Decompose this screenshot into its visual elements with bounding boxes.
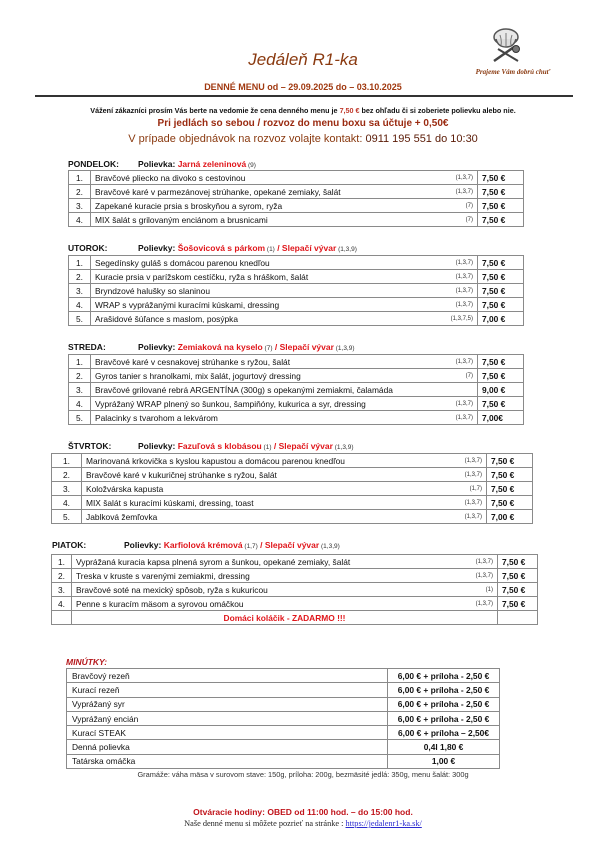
item-name: Marinovaná krkovička s kyslou kapustou a domácou parenou knedľou (82, 454, 447, 468)
item-price: 6,00 € + príloha - 2,50 € (388, 683, 500, 697)
table-row (52, 468, 533, 482)
item-price: 7,50 € (478, 369, 524, 383)
day-name: ŠTVRTOK: (68, 441, 112, 451)
table-row (52, 510, 533, 524)
table-row (69, 383, 524, 397)
table-row (52, 583, 538, 597)
soup-1-allergens: (9) (246, 162, 256, 169)
soup-1-allergens: (7) (262, 345, 273, 352)
item-number: 1. (69, 256, 91, 270)
item-number: 4. (52, 496, 82, 510)
item-price: 7,50 € (487, 496, 533, 510)
table-row (69, 298, 524, 312)
item-allergens: (7) (438, 213, 478, 227)
soup-label: Polievky: (138, 441, 178, 451)
item-price: 0,4l 1,80 € (388, 740, 500, 754)
opening-hours: Otváracie hodiny: OBED od 11:00 hod. – do 15:00 hod. (193, 807, 413, 817)
table-row (69, 171, 524, 185)
item-number: 4. (52, 597, 72, 611)
soup-1-allergens: (1,7) (242, 543, 258, 550)
soup-2-allergens: (1,3,9) (333, 345, 355, 352)
minutky-table (66, 668, 500, 769)
table-row (69, 213, 524, 227)
item-allergens: (1,3,7) (458, 569, 498, 583)
soup-label: Polievky: (138, 243, 178, 253)
item-allergens: (1,3,7) (447, 510, 487, 524)
soup-2: / Slepačí vývar (272, 342, 334, 352)
table-row (67, 697, 500, 711)
item-allergens: (1,3,7) (438, 256, 478, 270)
item-allergens: (1,3,7) (447, 468, 487, 482)
item-name: Bravčové karé v parmezánovej strúhanke, opekané zemiaky, šalát (91, 185, 438, 199)
item-allergens: (1,3,7) (447, 496, 487, 510)
item-price: 7,50 € (478, 355, 524, 369)
item-number: 5. (52, 510, 82, 524)
table-row (69, 199, 524, 213)
website-text: Naše denné menu si môžete pozrieť na stránke : (184, 819, 346, 828)
item-price: 7,50 € (487, 482, 533, 496)
item-allergens: (1,3,7) (458, 555, 498, 569)
item-number: 4. (69, 397, 91, 411)
item-name: Jablková žemľovka (82, 510, 447, 524)
item-number: 3. (69, 284, 91, 298)
item-number: 2. (52, 569, 72, 583)
item-price: 9,00 € (478, 383, 524, 397)
greeting: Prajeme Vám dobrú chuť (475, 68, 551, 76)
table-row (69, 355, 524, 369)
soup-2: / Slepačí vývar (271, 441, 333, 451)
day-header-wednesday (68, 342, 355, 352)
day-header-friday (52, 540, 340, 550)
table-row (52, 454, 533, 468)
item-name: Penne s kuracím mäsom a syrovou omáčkou (72, 597, 458, 611)
item-price: 6,00 € + príloha – 2,50€ (388, 726, 500, 740)
item-allergens: (1) (458, 583, 498, 597)
notice-text-end: bez ohľadu či si zoberiete polievku alebo nie. (359, 106, 516, 115)
soup-1: Šošovicová s párkom (177, 243, 266, 253)
item-name: Kuracie prsia v parížskom cestíčku, ryža s hráškom, šalát (91, 270, 438, 284)
table-row (69, 312, 524, 326)
table-row (69, 284, 524, 298)
soup-1: Karfiolová krémová (163, 540, 243, 550)
item-price: 6,00 € + príloha - 2,50 € (388, 711, 500, 725)
item-allergens: (1,3,7) (438, 270, 478, 284)
day-name: STREDA: (68, 342, 106, 352)
soup-2-allergens: (1,3,9) (332, 444, 354, 451)
table-row (69, 411, 524, 425)
soup-1: Jarná zeleninová (177, 159, 247, 169)
item-number: 5. (69, 411, 91, 425)
item-number: 3. (52, 482, 82, 496)
item-price: 7,50 € (478, 185, 524, 199)
item-number: 2. (69, 369, 91, 383)
item-price (498, 611, 538, 625)
item-price: 7,50 € (478, 199, 524, 213)
item-price: 7,50 € (498, 583, 538, 597)
item-price: 7,00€ (478, 411, 524, 425)
item-price: 7,50 € (478, 397, 524, 411)
item-name: Vyprážaný syr (67, 697, 388, 711)
item-number (52, 611, 72, 625)
table-row (69, 270, 524, 284)
item-name: Denná polievka (67, 740, 388, 754)
menu-table-tuesday (68, 255, 524, 326)
item-name: Bravčové soté na mexický spôsob, ryža s kukuricou (72, 583, 458, 597)
table-row (69, 185, 524, 199)
day-header-thursday (68, 441, 354, 451)
item-price: 6,00 € + príloha - 2,50 € (388, 697, 500, 711)
item-name: WRAP s vyprážanými kuracími kúskami, dressing (91, 298, 438, 312)
item-price: 7,50 € (478, 284, 524, 298)
item-allergens: (1,3,7) (447, 454, 487, 468)
price-notice (0, 106, 606, 115)
table-row (52, 611, 538, 625)
menu-table-friday (51, 554, 538, 625)
item-price: 7,50 € (498, 569, 538, 583)
item-price: 7,00 € (487, 510, 533, 524)
item-number: 2. (69, 270, 91, 284)
takeaway-notice: Pri jedlách so sebou / rozvoz do menu boxu sa účtuje + 0,50€ (157, 118, 449, 129)
item-number: 3. (52, 583, 72, 597)
soup-1: Fazuľová s klobásou (177, 441, 262, 451)
item-name: Bravčový rezeň (67, 669, 388, 683)
table-row (52, 569, 538, 583)
portion-weights: Gramáže: váha mäsa v surovom stave: 150g, príloha: 200g, bezmäsité jedlá: 350g, menu šalát: 300g (137, 770, 469, 779)
item-number: 3. (69, 383, 91, 397)
day-name: PIATOK: (52, 540, 87, 550)
item-allergens: (1,3,7) (448, 397, 478, 411)
day-header-monday (68, 159, 256, 169)
table-row (67, 669, 500, 683)
chef-hat-icon (486, 25, 526, 65)
item-number: 1. (52, 555, 72, 569)
item-name: Bravčové karé v kukuričnej strúhanke s ryžou, šalát (82, 468, 447, 482)
soup-2-allergens: (1,3,9) (336, 246, 357, 253)
item-allergens: (1,3,7) (438, 185, 478, 199)
menu-table-thursday (51, 453, 533, 524)
soup-1-allergens: (1) (261, 444, 272, 451)
table-row (67, 726, 500, 740)
item-name: Palacinky s tvarohom a lekvárom (91, 411, 448, 425)
item-number: 3. (69, 199, 91, 213)
day-header-tuesday (68, 243, 357, 253)
notice-price: 7,50 € (339, 106, 360, 115)
item-number: 1. (69, 171, 91, 185)
soup-2: / Slepačí vývar (274, 243, 337, 253)
item-price: 7,50 € (478, 270, 524, 284)
table-row (67, 711, 500, 725)
item-name: Vyprážaný WRAP plnený so šunkou, šampiňóny, kukurica a syr, dressing (91, 397, 448, 411)
item-name: Zapekané kuracie prsia s broskyňou a syrom, ryža (91, 199, 438, 213)
item-name: Tatárska omáčka (67, 754, 388, 768)
item-name: Gyros tanier s hranolkami, mix šalát, jogurtový dressing (91, 369, 448, 383)
table-row (69, 369, 524, 383)
soup-label: Polievka: (138, 159, 178, 169)
item-allergens: (1,3,7) (438, 284, 478, 298)
soup-1-allergens: (1) (265, 246, 275, 253)
item-price: 1,00 € (388, 754, 500, 768)
item-number: 1. (52, 454, 82, 468)
item-name: MIX šalát s kuracími kúskami, dressing, toast (82, 496, 447, 510)
item-name: Kurací rezeň (67, 683, 388, 697)
item-price: 6,00 € + príloha - 2,50 € (388, 669, 500, 683)
minutky-heading: MINÚTKY: (66, 657, 108, 667)
table-row (67, 683, 500, 697)
item-name: Bravčové grilované rebrá ARGENTÍNA (300g) s opekanými zemiakmi, čalamáda (91, 383, 448, 397)
item-allergens (448, 383, 478, 397)
item-name: Vyprážaná kuracia kapsa plnená syrom a šunkou, opekané zemiaky, šalát (72, 555, 458, 569)
table-row (67, 754, 500, 768)
item-name: Arašidové šúľance s maslom, posýpka (91, 312, 438, 326)
item-price: 7,50 € (478, 171, 524, 185)
table-row (52, 555, 538, 569)
item-number: 2. (69, 185, 91, 199)
item-name: Bravčové pliecko na divoko s cestovinou (91, 171, 438, 185)
item-name: Bravčové karé v cesnakovej strúhanke s ryžou, šalát (91, 355, 448, 369)
item-name: Koložvárska kapusta (82, 482, 447, 496)
website-link[interactable]: https://jedalenr1-ka.sk/ (345, 819, 422, 828)
website-line (0, 819, 606, 828)
table-row (67, 740, 500, 754)
table-row (69, 256, 524, 270)
item-allergens: (1,3,7) (448, 411, 478, 425)
item-allergens: (1,3,7) (438, 298, 478, 312)
delivery-contact (0, 133, 606, 145)
notice-text: Vážení zákazníci prosím Vás berte na vedomie že cena denného menu je (90, 106, 340, 115)
menu-table-wednesday (68, 354, 524, 425)
menu-table-monday (68, 170, 524, 227)
item-number: 4. (69, 298, 91, 312)
header-divider (35, 95, 573, 97)
item-allergens: (1,7) (447, 482, 487, 496)
item-allergens: (7) (438, 199, 478, 213)
soup-2: / Slepačí vývar (257, 540, 320, 550)
menu-date-range: DENNÉ MENU od – 29.09.2025 do – 03.10.2025 (204, 82, 402, 92)
item-price: 7,50 € (498, 597, 538, 611)
item-allergens: (1,3,7,5) (438, 312, 478, 326)
item-price: 7,50 € (487, 454, 533, 468)
item-price: 7,50 € (478, 256, 524, 270)
item-number: 4. (69, 213, 91, 227)
contact-number: 0911 195 551 do 10:30 (365, 133, 478, 145)
item-price: 7,50 € (487, 468, 533, 482)
item-price: 7,50 € (498, 555, 538, 569)
item-allergens: (7) (448, 369, 478, 383)
table-row (52, 482, 533, 496)
item-name: Treska v kruste s varenými zemiakmi, dressing (72, 569, 458, 583)
soup-label: Polievky: (138, 342, 178, 352)
day-name: PONDELOK: (68, 159, 119, 169)
soup-1: Zemiaková na kyselo (177, 342, 263, 352)
item-name: Bryndzové halušky so slaninou (91, 284, 438, 298)
restaurant-title: Jedáleň R1-ka (248, 50, 358, 69)
item-price: 7,50 € (478, 213, 524, 227)
table-row (52, 496, 533, 510)
item-number: 2. (52, 468, 82, 482)
item-price: 7,00 € (478, 312, 524, 326)
item-price: 7,50 € (478, 298, 524, 312)
soup-label: Polievky: (124, 540, 164, 550)
item-name: MIX šalát s grilovaným enciánom a brusnicami (91, 213, 438, 227)
day-name: UTOROK: (68, 243, 108, 253)
item-allergens: (1,3,7) (458, 597, 498, 611)
item-allergens: (1,3,7) (438, 171, 478, 185)
contact-text: V prípade objednávok na rozvoz volajte kontakt: (128, 133, 366, 145)
item-name: Kurací STEAK (67, 726, 388, 740)
item-number: 5. (69, 312, 91, 326)
item-name: Vyprážaný encián (67, 711, 388, 725)
free-dessert: Domáci koláčik - ZADARMO !!! (72, 611, 498, 625)
table-row (52, 597, 538, 611)
soup-2-allergens: (1,3,9) (319, 543, 340, 550)
table-row (69, 397, 524, 411)
item-name: Segedínsky guláš s domácou parenou knedľou (91, 256, 438, 270)
item-allergens: (1,3,7) (448, 355, 478, 369)
item-number: 1. (69, 355, 91, 369)
